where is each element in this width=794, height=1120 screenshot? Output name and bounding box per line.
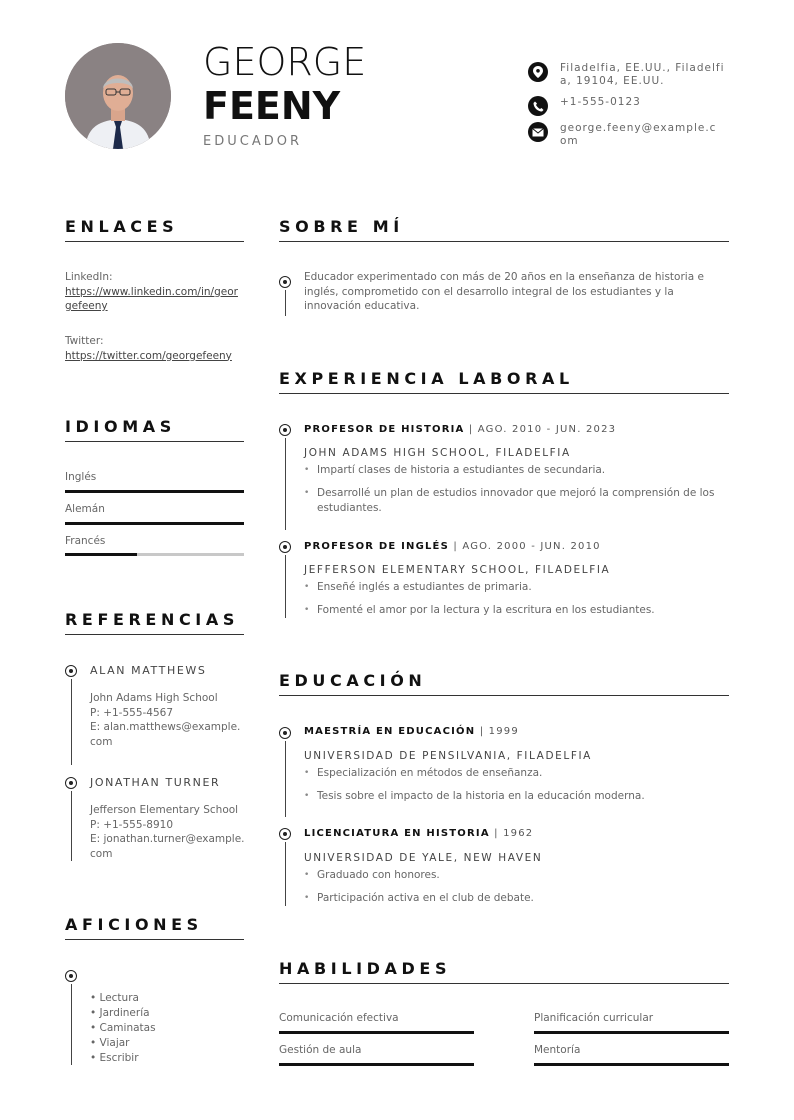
employer: JOHN ADAMS HIGH SCHOOL, FILADELFIA xyxy=(304,447,571,459)
linkedin-label: LinkedIn: xyxy=(65,271,113,283)
timeline-line xyxy=(71,679,72,765)
list-item: • Caminatas xyxy=(90,1022,156,1034)
references-rule xyxy=(65,634,244,635)
language-level-bar xyxy=(65,490,244,493)
job-heading: PROFESOR DE INGLÉS | AGO. 2000 - JUN. 2010 xyxy=(304,541,601,552)
twitter-block xyxy=(65,334,244,363)
contact-phone xyxy=(528,96,728,116)
contact-address xyxy=(528,62,728,88)
language-level-bar xyxy=(65,522,244,525)
profile-photo xyxy=(65,43,171,149)
education-rule xyxy=(279,695,729,696)
mail-icon xyxy=(528,122,548,142)
job-title: EDUCADOR xyxy=(203,134,302,149)
language-label: Francés xyxy=(65,535,106,547)
degree-year: 1999 xyxy=(488,726,519,737)
experience-rule xyxy=(279,393,729,394)
languages-rule xyxy=(65,441,244,442)
last-name: FEENY xyxy=(203,84,341,128)
reference-email: E: jonathan.turner@example.com xyxy=(90,833,245,860)
degree-heading: MAESTRÍA EN EDUCACIÓN | 1999 xyxy=(304,726,519,737)
timeline-dot-icon xyxy=(279,276,291,288)
hobbies-rule xyxy=(65,939,244,940)
contact-email xyxy=(528,122,728,148)
list-item: • Viajar xyxy=(90,1037,130,1049)
list-item: • Especialización en métodos de enseñanza. xyxy=(304,766,729,781)
timeline-dot-icon xyxy=(65,665,77,677)
degree-name: LICENCIATURA EN HISTORIA xyxy=(304,828,490,839)
language-label: Inglés xyxy=(65,471,97,483)
timeline-line xyxy=(285,438,286,530)
references-heading: REFERENCIAS xyxy=(65,610,239,629)
skills-heading: HABILIDADES xyxy=(279,959,452,978)
list-item: • Lectura xyxy=(90,992,139,1004)
email-text[interactable]: george.feeny@example.com xyxy=(560,122,717,147)
experience-heading: EXPERIENCIA LABORAL xyxy=(279,369,574,388)
timeline-line xyxy=(285,842,286,906)
job-role: PROFESOR DE INGLÉS xyxy=(304,541,449,552)
job-dates: AGO. 2000 - JUN. 2010 xyxy=(462,541,601,552)
degree-name: MAESTRÍA EN EDUCACIÓN xyxy=(304,726,476,737)
location-pin-icon xyxy=(528,62,548,82)
job-role: PROFESOR DE HISTORIA xyxy=(304,424,465,435)
timeline-dot-icon xyxy=(279,727,291,739)
links-heading: ENLACES xyxy=(65,217,179,236)
links-rule xyxy=(65,241,244,242)
timeline-dot-icon xyxy=(65,970,77,982)
hobbies-heading: AFICIONES xyxy=(65,915,203,934)
timeline-dot-icon xyxy=(279,424,291,436)
list-item: • Impartí clases de historia a estudiantes de secundaria. xyxy=(304,463,729,478)
linkedin-link[interactable]: https://www.linkedin.com/in/georgefeeny xyxy=(65,285,238,312)
timeline-line xyxy=(285,290,286,316)
skill-level-bar xyxy=(279,1063,474,1066)
reference-details xyxy=(90,691,244,749)
timeline-dot-icon xyxy=(279,828,291,840)
timeline-dot-icon xyxy=(65,777,77,789)
job-bullets xyxy=(304,463,729,516)
degree-bullets xyxy=(304,766,729,804)
timeline-line xyxy=(71,791,72,861)
reference-phone: P: +1-555-8910 xyxy=(90,818,174,831)
reference-name: JONATHAN TURNER xyxy=(90,776,221,789)
reference-email: E: alan.matthews@example.com xyxy=(90,721,241,748)
hobby-list xyxy=(90,991,156,1066)
skill-label: Mentoría xyxy=(534,1044,581,1056)
about-text: Educador experimentado con más de 20 años en la enseñanza de historia e inglés, comprometido con el desarrollo integral de los estudiantes y la innovación educativa. xyxy=(304,271,704,312)
list-item: • Participación activa en el club de debate. xyxy=(304,891,729,906)
list-item: • Graduado con honores. xyxy=(304,868,729,883)
school-name: UNIVERSIDAD DE YALE, NEW HAVEN xyxy=(304,852,543,864)
job-dates: AGO. 2010 - JUN. 2023 xyxy=(477,424,617,435)
school-name: UNIVERSIDAD DE PENSILVANIA, FILADELFIA xyxy=(304,750,592,762)
skill-label: Gestión de aula xyxy=(279,1044,362,1056)
degree-heading: LICENCIATURA EN HISTORIA | 1962 xyxy=(304,828,534,839)
list-item: • Tesis sobre el impacto de la historia en la educación moderna. xyxy=(304,789,729,804)
reference-details xyxy=(90,803,246,861)
twitter-link[interactable]: https://twitter.com/georgefeeny xyxy=(65,349,232,362)
skill-level-bar xyxy=(534,1063,729,1066)
job-bullets xyxy=(304,580,729,618)
list-item: • Escribir xyxy=(90,1052,139,1064)
skill-level-bar xyxy=(279,1031,474,1034)
about-heading: SOBRE MÍ xyxy=(279,217,404,236)
skill-label: Comunicación efectiva xyxy=(279,1012,399,1024)
list-item: • Fomenté el amor por la lectura y la escritura en los estudiantes. xyxy=(304,603,729,618)
timeline-dot-icon xyxy=(279,541,291,553)
degree-year: 1962 xyxy=(503,828,534,839)
address-text: Filadelfia, EE.UU., Filadelfia, 19104, EE.UU. xyxy=(560,62,725,87)
timeline-line xyxy=(285,555,286,618)
list-item: • Enseñé inglés a estudiantes de primaria. xyxy=(304,580,729,595)
phone-text[interactable]: +1-555-0123 xyxy=(560,96,641,108)
job-heading: PROFESOR DE HISTORIA | AGO. 2010 - JUN. 2023 xyxy=(304,424,617,435)
list-item: • Desarrollé un plan de estudios innovador que mejoró la comprensión de los estudiantes. xyxy=(304,486,729,516)
linkedin-block xyxy=(65,270,244,314)
about-rule xyxy=(279,241,729,242)
education-heading: EDUCACIÓN xyxy=(279,671,427,690)
language-label: Alemán xyxy=(65,503,105,515)
list-item: • Jardinería xyxy=(90,1007,150,1019)
skill-level-bar xyxy=(534,1031,729,1034)
language-level-bar xyxy=(65,553,244,556)
reference-org: Jefferson Elementary School xyxy=(90,804,239,816)
timeline-line xyxy=(71,984,72,1065)
phone-icon xyxy=(528,96,548,116)
reference-org: John Adams High School xyxy=(90,692,218,704)
degree-bullets xyxy=(304,868,729,906)
employer: JEFFERSON ELEMENTARY SCHOOL, FILADELFIA xyxy=(304,564,611,576)
first-name: GEORGE xyxy=(203,40,367,84)
skills-rule xyxy=(279,983,729,984)
reference-name: ALAN MATTHEWS xyxy=(90,664,207,677)
languages-heading: IDIOMAS xyxy=(65,417,176,436)
twitter-label: Twitter: xyxy=(65,335,104,347)
timeline-line xyxy=(285,741,286,817)
reference-phone: P: +1-555-4567 xyxy=(90,706,174,719)
skill-label: Planificación curricular xyxy=(534,1012,654,1024)
